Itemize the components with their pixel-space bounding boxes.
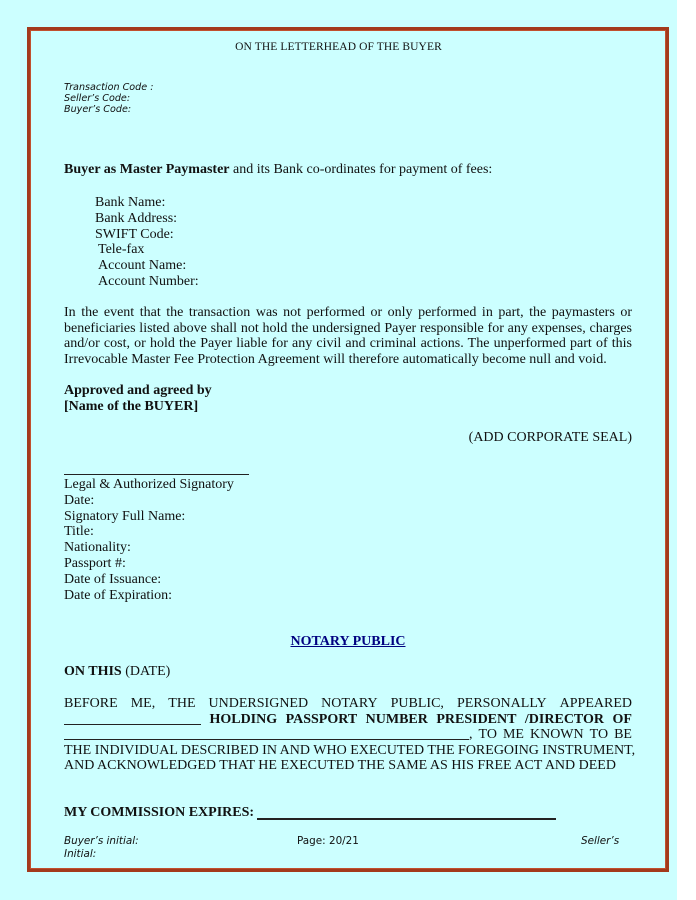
notary-word: UNDERSIGNED bbox=[208, 696, 309, 711]
non-performance-paragraph: In the event that the transaction was not performed or only performed in part, the paymasters or beneficiaries listed above shall not hold the undersigned Payer responsible for any expenses, charges and/or cost, or hold the Payer liable for any civil and criminal actions. The unperformed part of this Irrevocable Master Fee Protection Agreement will therefore automatically become null and void. bbox=[64, 305, 632, 367]
footer-buyer-initial bbox=[64, 835, 139, 860]
date-of-issuance-label: Date of Issuance: bbox=[64, 571, 162, 587]
account-number-label: Account Number: bbox=[98, 273, 199, 289]
notary-word: NOTARY bbox=[321, 696, 378, 711]
buyer-code-label: Buyer’s Code: bbox=[64, 104, 132, 116]
notary-line-3 bbox=[64, 727, 632, 743]
signature-line bbox=[64, 474, 249, 475]
commission-expires-blank bbox=[257, 818, 556, 820]
letterhead-heading: ON THE LETTERHEAD OF THE BUYER bbox=[235, 41, 442, 53]
on-this-bold: ON THIS bbox=[64, 664, 122, 679]
notary-word: APPEARED bbox=[559, 696, 632, 711]
account-name-label: Account Name: bbox=[98, 258, 187, 274]
buyer-initial-label: Buyer’s initial: bbox=[64, 835, 139, 847]
bank-name-label: Bank Name: bbox=[95, 195, 166, 210]
notary-word: , bbox=[469, 727, 473, 743]
passport-label: Passport #: bbox=[64, 555, 126, 571]
commission-expires-label: MY COMMISSION EXPIRES: bbox=[64, 805, 255, 820]
swift-code-label: SWIFT Code: bbox=[95, 226, 174, 242]
date-label: Date: bbox=[64, 492, 95, 508]
seller-initial-label-continued: Initial: bbox=[64, 847, 97, 860]
bank-address-label: Bank Address: bbox=[95, 210, 178, 226]
notary-public-heading: NOTARY PUBLIC bbox=[290, 634, 406, 649]
telefax-label: Tele-fax bbox=[98, 242, 145, 258]
approved-line: Approved and agreed by bbox=[64, 383, 212, 398]
notary-word: /DIRECTOR bbox=[524, 711, 605, 727]
paymaster-intro bbox=[64, 162, 492, 178]
paymaster-intro-bold: Buyer as Master Paymaster bbox=[64, 162, 230, 177]
notary-word: THE bbox=[168, 696, 196, 711]
buyer-name-placeholder: [Name of the BUYER] bbox=[64, 399, 199, 414]
transaction-code-label: Transaction Code : bbox=[64, 82, 154, 93]
appearer-name-blank bbox=[64, 712, 201, 725]
corporate-seal-note: (ADD CORPORATE SEAL) bbox=[468, 430, 632, 445]
nationality-label: Nationality: bbox=[64, 540, 131, 556]
codes-block bbox=[64, 82, 153, 116]
notary-word: TO bbox=[478, 727, 497, 743]
seller-code-label: Seller’s Code: bbox=[64, 93, 131, 105]
signatory-fields-list bbox=[64, 477, 234, 603]
signatory-full-name-label: Signatory Full Name: bbox=[64, 508, 186, 524]
notary-acknowledgement-paragraph bbox=[64, 696, 636, 774]
notary-word: PUBLIC, bbox=[390, 696, 444, 711]
notary-line-4 bbox=[64, 742, 636, 759]
footer-seller-initial: Seller’s bbox=[581, 835, 620, 847]
date-of-expiration-label: Date of Expiration: bbox=[64, 587, 173, 603]
notary-word: TO bbox=[589, 727, 609, 743]
notary-line-2 bbox=[64, 712, 632, 728]
notary-word: BEFORE bbox=[64, 696, 118, 711]
bank-fields-list bbox=[95, 195, 199, 290]
notary-word: ME, bbox=[130, 696, 156, 711]
paymaster-intro-rest: and its Bank co-ordinates for payment of fees: bbox=[229, 162, 493, 177]
company-blank-group bbox=[64, 727, 473, 743]
footer-page-number: Page: 20/21 bbox=[297, 835, 359, 847]
authorized-signatory-label: Legal & Authorized Signatory bbox=[64, 477, 234, 492]
approved-block bbox=[64, 383, 212, 415]
notary-word: NUMBER bbox=[365, 711, 428, 727]
notary-word: OF bbox=[612, 711, 632, 727]
notary-word: BE bbox=[614, 727, 632, 743]
notary-word: PASSPORT bbox=[285, 711, 358, 727]
title-label: Title: bbox=[64, 524, 94, 540]
notary-text: AND ACKNOWLEDGED THAT HE EXECUTED THE SAME AS HIS FREE ACT AND DEED bbox=[64, 758, 616, 774]
notary-text: THE INDIVIDUAL DESCRIBED IN AND WHO EXECUTED THE FOREGOING INSTRUMENT, bbox=[64, 742, 636, 758]
notary-word: ME bbox=[502, 727, 524, 743]
notary-word: HOLDING bbox=[209, 711, 278, 727]
notary-word: PRESIDENT bbox=[436, 711, 517, 727]
notary-word: PERSONALLY bbox=[456, 696, 547, 711]
notary-line-1 bbox=[64, 696, 632, 712]
on-this-date: (DATE) bbox=[121, 664, 171, 679]
notary-line-5 bbox=[64, 758, 632, 774]
company-name-blank bbox=[64, 727, 469, 740]
notary-word: KNOWN bbox=[529, 727, 584, 743]
on-this-date-line bbox=[64, 664, 170, 680]
